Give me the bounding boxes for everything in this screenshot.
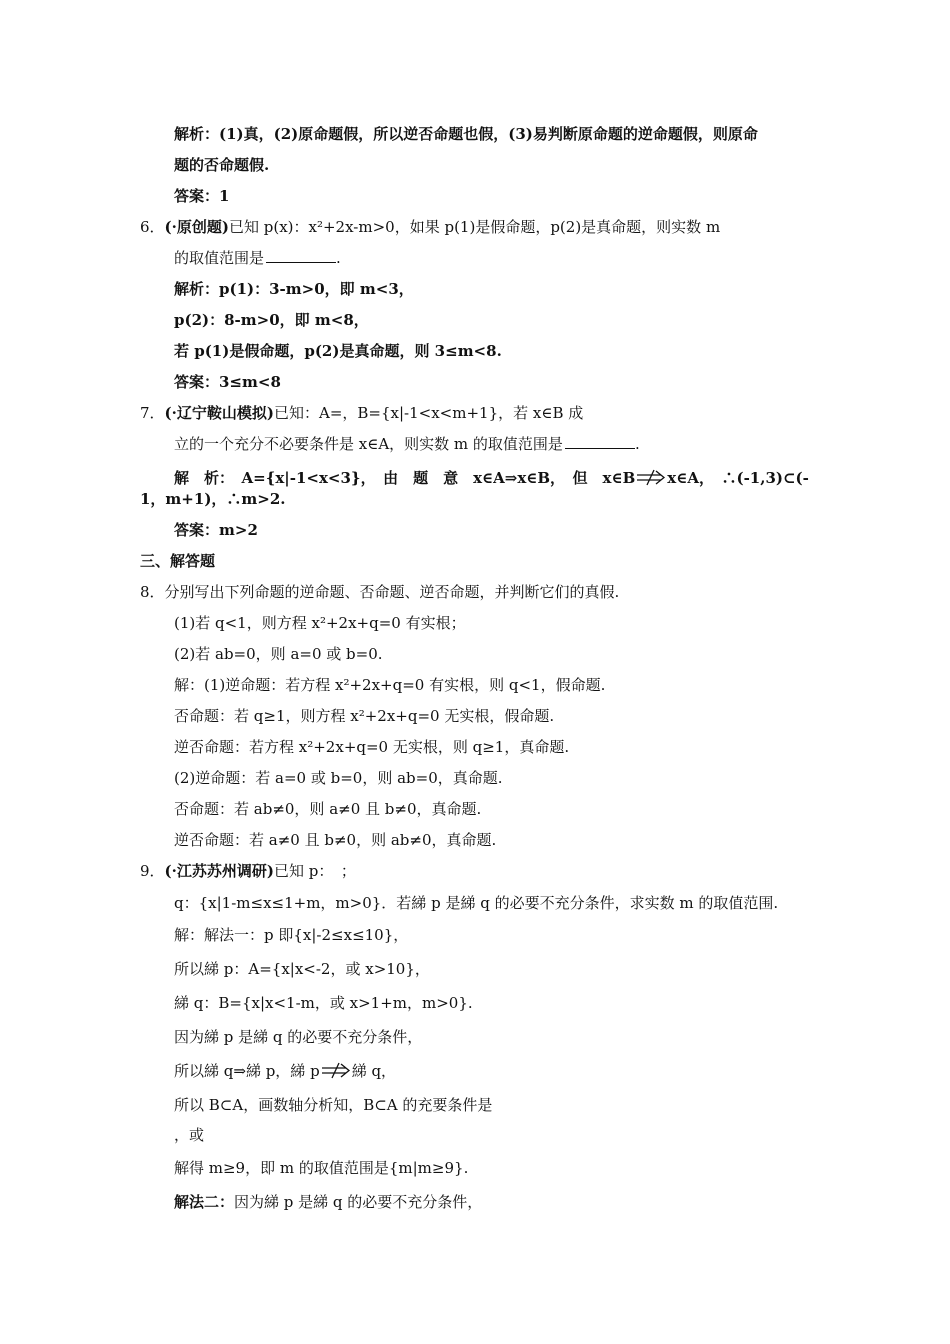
q8-solution-line4: (2)逆命题：若 a=0 或 b=0，则 ab=0，真命题. [174,769,503,787]
q9-solution-line9: 解法二：因为綈 p 是綈 q 的必要不充分条件， [174,1193,483,1211]
q9-source: ·江苏苏州调研) [171,862,274,880]
q9-number: 9． [140,862,165,880]
q6-number: 6． [140,218,165,236]
q8-solution-line2: 否命题：若 q≥1，则方程 x²+2x+q=0 无实根，假命题. [174,707,555,725]
q9-solution-line5: 所以綈 q⇒綈 p，綈 p 綈 q， [174,1062,397,1080]
q6-analysis-line3: 若 p(1)是假命题，p(2)是真命题，则 3≤m<8. [174,342,502,360]
q6-answer: 答案：3≤m<8 [174,373,281,391]
answer-blank [565,434,635,449]
q9-solution-line3: 綈 q：B={x|x<1-m，或 x>1+m，m>0}. [174,994,473,1012]
q7-source: ·辽宁鞍山模拟) [171,404,274,422]
q5-analysis-line2: 题的否命题假. [174,156,270,174]
q8-stem: 8．分别写出下列命题的逆命题、否命题、逆否命题，并判断它们的真假. [140,583,620,601]
q8-part1: (1)若 q<1，则方程 x²+2x+q=0 有实根； [174,614,466,632]
answer-blank [266,248,336,263]
q8-solution-line3: 逆否命题：若方程 x²+2x+q=0 无实根，则 q≥1，真命题. [174,738,570,756]
q7-analysis-line2: 1，m+1)，∴m>2. [140,490,286,508]
q7-number: 7． [140,404,165,422]
q9-solution-line6: 所以 B⊂A，画数轴分析知，B⊂A 的充要条件是 [174,1096,493,1114]
section-heading: 三、解答题 [140,552,216,570]
q6-stem-line2: 的取值范围是 . [174,249,341,267]
q9-solution-line8: 解得 m≥9，即 m 的取值范围是{m|m≥9}. [174,1159,469,1177]
not-implies-icon [320,1065,352,1079]
q7-answer: 答案：m>2 [174,521,258,539]
q6-source: ·原创题) [171,218,229,236]
q5-answer: 答案：1 [174,187,230,205]
q5-analysis-line1: 解析：(1)真，(2)原命题假，所以逆否命题也假，(3)易判断原命题的逆命题假，则原命 [174,125,758,143]
q9-stem: 9．(·江苏苏州调研)已知 p： ； [140,862,356,880]
q9-solution-line2: 所以綈 p：A={x|x<-2，或 x>10}， [174,960,430,978]
q7-analysis-line1: 解 析： A={x|-1<x<3}， 由 题 意 x∈A⇒x∈B， 但 x∈B x∈A， ∴(-1,3)⊂(- [174,469,809,487]
q9-solution-line1: 解：解法一：p 即{x|-2≤x≤10}， [174,926,409,944]
q9-solution-line4: 因为綈 p 是綈 q 的必要不充分条件， [174,1028,423,1046]
q8-solution-line1: 解：(1)逆命题：若方程 x²+2x+q=0 有实根，则 q<1，假命题. [174,676,606,694]
q9-stem-line2: q：{x|1-m≤x≤1+m，m>0}．若綈 p 是綈 q 的必要不充分条件，求实数 m 的取值范围. [174,894,779,912]
q8-number: 8． [140,583,165,601]
q8-solution-line5: 否命题：若 ab≠0，则 a≠0 且 b≠0，真命题. [174,800,482,818]
q8-part2: (2)若 ab=0，则 a=0 或 b=0. [174,645,383,663]
not-implies-icon [635,472,667,486]
q6-analysis-line2: p(2)：8-m>0，即 m<8， [174,311,369,329]
q8-solution-line6: 逆否命题：若 a≠0 且 b≠0，则 ab≠0，真命题. [174,831,497,849]
q6-analysis-line1: 解析：p(1)：3-m>0，即 m<3， [174,280,414,298]
q6-stem: 6．(·原创题)已知 p(x)：x²+2x-m>0，如果 p(1)是假命题，p(2)是真命题，则实数 m [140,218,721,236]
q7-stem: 7．(·辽宁鞍山模拟)已知：A=，B={x|-1<x<m+1}，若 x∈B 成 [140,404,584,422]
q9-solution-line7: ，或 [174,1126,205,1144]
q7-stem-line2: 立的一个充分不必要条件是 x∈A，则实数 m 的取值范围是 . [174,435,640,453]
